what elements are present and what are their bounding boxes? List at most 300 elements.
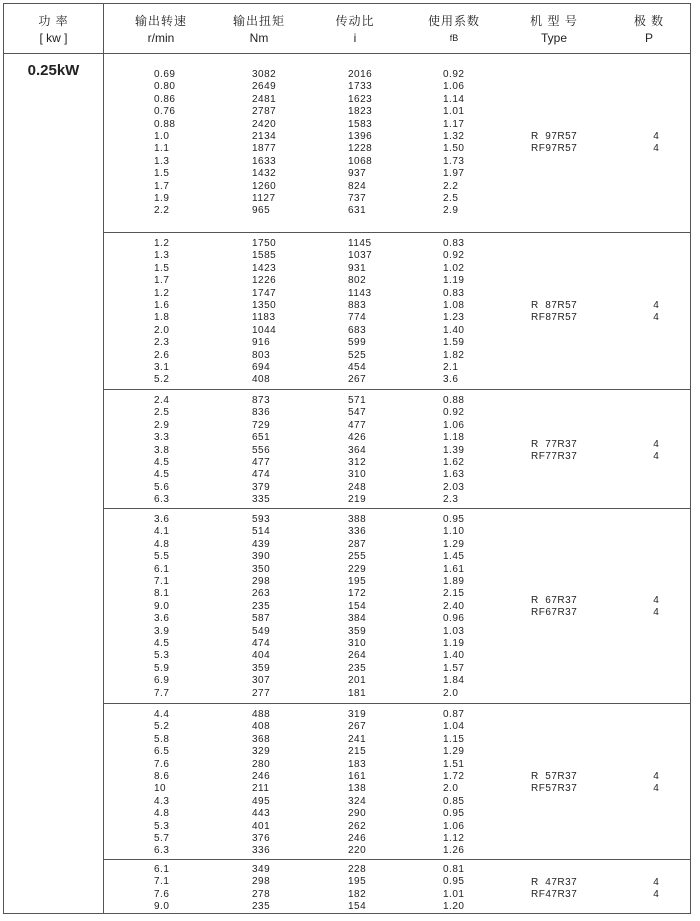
service-factor-cell: 1.57 (443, 662, 465, 674)
service-factor-cell: 0.95 (443, 514, 465, 525)
speed-cell: 4.8 (154, 538, 170, 550)
speed-cell: 8.1 (154, 588, 170, 600)
service-factor-cell: 0.95 (443, 876, 465, 888)
service-factor-cell: 1.20 (443, 901, 465, 913)
ratio-cell: 201 (348, 675, 367, 687)
gearmotor-group (104, 704, 690, 860)
ratio-cell: 172 (348, 588, 367, 600)
model-number: RF77R37 (531, 450, 578, 462)
ratio-cell: 246 (348, 833, 367, 844)
ratio-cell: 255 (348, 551, 367, 563)
poles-label (649, 771, 663, 795)
service-factor-cell: 1.82 (443, 349, 465, 361)
speed-cell: 2.6 (154, 349, 170, 361)
ratio-cell: 774 (348, 312, 367, 324)
service-factor-cell: 1.45 (443, 551, 465, 563)
torque-cell: 298 (252, 876, 271, 888)
service-factor-cell: 0.83 (443, 287, 465, 299)
service-factor-cell: 1.19 (443, 638, 465, 649)
speed-cell: 1.6 (154, 300, 170, 311)
service-factor-cell: 1.39 (443, 444, 465, 456)
header-ratio: 传动比 i (335, 14, 375, 45)
service-factor-cell: 2.9 (443, 205, 459, 217)
gearmotor-group (104, 55, 690, 233)
ratio-cell: 1228 (348, 143, 373, 155)
poles-label (649, 877, 663, 901)
service-factor-cell: 1.10 (443, 526, 465, 538)
torque-cell: 2649 (252, 81, 277, 93)
service-factor-cell: 1.01 (443, 106, 465, 118)
torque-cell: 836 (252, 407, 271, 419)
speed-cell: 4.5 (154, 457, 170, 468)
torque-cell: 1633 (252, 155, 277, 167)
torque-cell: 2420 (252, 118, 277, 130)
speed-cell: 2.0 (154, 324, 170, 336)
torque-cell: 379 (252, 481, 271, 493)
ratio-cell: 547 (348, 407, 367, 419)
poles-label (649, 595, 663, 619)
ratio-cell: 181 (348, 687, 367, 699)
ratio-cell: 454 (348, 362, 367, 373)
torque-cell: 349 (252, 864, 271, 875)
service-factor-cell: 2.5 (443, 193, 459, 204)
speed-cell: 5.5 (154, 551, 170, 563)
torque-cell: 474 (252, 638, 271, 649)
ratio-cell: 937 (348, 168, 367, 180)
speed-cell: 7.6 (154, 888, 170, 900)
service-factor-cell: 1.12 (443, 833, 465, 844)
torque-cell: 965 (252, 205, 271, 217)
model-number: RF47R37 (531, 888, 578, 900)
ratio-cell: 336 (348, 526, 367, 538)
pole-count: 4 (653, 131, 659, 143)
pole-count: 4 (653, 450, 659, 462)
speed-cell: 0.76 (154, 106, 176, 118)
torque-cell: 1585 (252, 250, 277, 262)
service-factor-cell: 1.84 (443, 675, 465, 687)
speed-cell: 5.3 (154, 820, 170, 832)
torque-cell: 1432 (252, 168, 277, 180)
speed-cell: 8.6 (154, 771, 170, 782)
header-torque: 输出扭矩 Nm (232, 14, 285, 45)
speed-cell: 6.1 (154, 563, 170, 575)
service-factor-cell: 1.29 (443, 746, 465, 758)
ratio-cell: 267 (348, 374, 367, 386)
speed-cell: 1.2 (154, 287, 170, 299)
torque-cell: 307 (252, 675, 271, 687)
header-service-factor: 使用系数 fB (427, 14, 480, 43)
ratio-cell: 737 (348, 193, 367, 204)
speed-cell: 4.3 (154, 795, 170, 807)
pole-count: 4 (653, 595, 659, 606)
torque-cell: 3082 (252, 69, 277, 80)
ratio-cell: 215 (348, 746, 367, 758)
header-poles: 极 数 P (633, 14, 665, 45)
poles-label (649, 131, 663, 155)
ratio-cell: 182 (348, 888, 367, 900)
ratio-cell: 683 (348, 324, 367, 336)
service-factor-cell: 0.92 (443, 407, 465, 419)
torque-cell: 1350 (252, 300, 277, 311)
service-factor-cell: 1.59 (443, 337, 465, 349)
pole-count: 4 (653, 771, 659, 783)
service-factor-cell: 2.15 (443, 588, 465, 600)
model-number: R 97R57 (531, 131, 578, 143)
service-factor-cell: 0.87 (443, 709, 465, 720)
speed-cell: 1.9 (154, 193, 170, 204)
speed-cell: 6.9 (154, 675, 170, 687)
torque-cell: 404 (252, 650, 271, 662)
torque-cell: 280 (252, 758, 271, 770)
service-factor-cell: 1.08 (443, 300, 465, 311)
ratio-cell: 359 (348, 625, 367, 637)
torque-cell: 350 (252, 563, 271, 575)
service-factor-cell: 1.40 (443, 324, 465, 336)
speed-cell: 1.7 (154, 180, 170, 192)
speed-cell: 6.5 (154, 746, 170, 758)
ratio-cell: 1823 (348, 106, 373, 118)
model-number: R 47R37 (531, 876, 578, 888)
model-number: RF57R37 (531, 783, 578, 795)
service-factor-cell: 1.14 (443, 93, 465, 105)
poles-label (649, 439, 663, 463)
ratio-cell: 426 (348, 432, 367, 444)
pole-count: 4 (653, 783, 659, 795)
torque-cell: 514 (252, 526, 271, 538)
service-factor-cell: 1.40 (443, 650, 465, 662)
torque-cell: 651 (252, 432, 271, 444)
speed-cell: 2.3 (154, 337, 170, 349)
speed-cell: 2.5 (154, 407, 170, 419)
torque-cell: 408 (252, 721, 271, 733)
torque-cell: 335 (252, 494, 271, 506)
ratio-cell: 310 (348, 638, 367, 649)
torque-cell: 1044 (252, 324, 277, 336)
ratio-cell: 1037 (348, 250, 373, 262)
model-number: RF97R57 (531, 143, 578, 155)
service-factor-cell: 1.03 (443, 625, 465, 637)
service-factor-cell: 1.29 (443, 538, 465, 550)
torque-cell: 1260 (252, 180, 277, 192)
torque-cell: 277 (252, 687, 271, 699)
torque-cell: 2134 (252, 131, 277, 142)
service-factor-cell: 1.15 (443, 733, 465, 745)
torque-cell: 401 (252, 820, 271, 832)
torque-cell: 263 (252, 588, 271, 600)
service-factor-cell: 2.2 (443, 180, 459, 192)
torque-cell: 1127 (252, 193, 276, 204)
gearmotor-group (104, 509, 690, 704)
ratio-cell: 287 (348, 538, 367, 550)
service-factor-cell: 1.23 (443, 312, 465, 324)
ratio-cell: 324 (348, 795, 367, 807)
ratio-cell: 571 (348, 395, 367, 406)
speed-cell: 0.88 (154, 118, 176, 130)
torque-cell: 211 (252, 783, 270, 795)
ratio-cell: 264 (348, 650, 367, 662)
ratio-cell: 219 (348, 494, 367, 506)
speed-cell: 2.9 (154, 419, 170, 431)
torque-cell: 916 (252, 337, 271, 349)
type-label (531, 877, 577, 901)
service-factor-cell: 2.0 (443, 783, 459, 795)
torque-cell: 477 (252, 457, 271, 468)
ratio-cell: 154 (348, 901, 367, 913)
service-factor-cell: 2.40 (443, 600, 465, 612)
torque-cell: 390 (252, 551, 271, 563)
pole-count: 4 (653, 607, 659, 618)
ratio-cell: 154 (348, 600, 367, 612)
speed-cell: 7.7 (154, 687, 170, 699)
speed-cell: 4.5 (154, 638, 170, 649)
torque-cell: 587 (252, 613, 271, 625)
speed-cell: 3.9 (154, 625, 170, 637)
speed-cell: 5.3 (154, 650, 170, 662)
torque-cell: 2787 (252, 106, 277, 118)
ratio-cell: 1623 (348, 93, 373, 105)
torque-cell: 439 (252, 538, 271, 550)
speed-cell: 5.2 (154, 721, 170, 733)
table-header (4, 4, 690, 54)
ratio-cell: 262 (348, 820, 367, 832)
ratio-cell: 310 (348, 469, 367, 481)
ratio-cell: 241 (348, 733, 367, 745)
service-factor-cell: 2.1 (443, 362, 459, 373)
header-power: 功 率 [ kw ] (38, 14, 69, 45)
service-factor-cell: 1.19 (443, 275, 465, 287)
speed-cell: 4.5 (154, 469, 170, 481)
torque-cell: 474 (252, 469, 271, 481)
speed-cell: 7.1 (154, 876, 170, 888)
type-label (531, 595, 577, 619)
service-factor-cell: 0.83 (443, 238, 465, 249)
torque-cell: 278 (252, 888, 271, 900)
speed-cell: 5.6 (154, 481, 170, 493)
speed-cell: 2.4 (154, 395, 170, 406)
pole-count: 4 (653, 876, 659, 888)
service-factor-cell: 1.89 (443, 576, 465, 587)
service-factor-cell: 1.17 (443, 118, 465, 130)
speed-cell: 6.3 (154, 494, 170, 506)
speed-cell: 7.1 (154, 576, 170, 587)
torque-cell: 376 (252, 833, 271, 844)
pole-count: 4 (653, 143, 659, 155)
type-label (531, 300, 577, 324)
speed-cell: 9.0 (154, 600, 170, 612)
speed-cell: 1.8 (154, 312, 170, 324)
speed-cell: 2.2 (154, 205, 170, 217)
ratio-cell: 1145 (348, 238, 372, 249)
service-factor-cell: 0.92 (443, 69, 465, 80)
service-factor-cell: 0.96 (443, 613, 465, 625)
ratio-cell: 138 (348, 783, 367, 795)
service-factor-cell: 1.06 (443, 419, 465, 431)
model-number: R 67R37 (531, 595, 578, 606)
torque-cell: 329 (252, 746, 271, 758)
ratio-cell: 802 (348, 275, 367, 287)
type-label (531, 439, 577, 463)
header-type: 机 型 号 Type (530, 14, 578, 45)
speed-cell: 1.5 (154, 168, 170, 180)
torque-cell: 694 (252, 362, 271, 373)
service-factor-cell: 1.62 (443, 457, 465, 468)
speed-cell: 3.8 (154, 444, 170, 456)
speed-cell: 1.1 (154, 143, 170, 155)
speed-cell: 1.2 (154, 238, 170, 249)
ratio-cell: 824 (348, 180, 367, 192)
ratio-cell: 2016 (348, 69, 373, 80)
torque-cell: 488 (252, 709, 271, 720)
ratio-cell: 631 (348, 205, 367, 217)
service-factor-cell: 1.97 (443, 168, 465, 180)
speed-cell: 9.0 (154, 901, 170, 913)
speed-cell: 0.69 (154, 69, 176, 80)
torque-cell: 729 (252, 419, 271, 431)
ratio-cell: 384 (348, 613, 367, 625)
speed-cell: 1.7 (154, 275, 170, 287)
service-factor-cell: 1.18 (443, 432, 465, 444)
ratio-cell: 312 (348, 457, 367, 468)
service-factor-cell: 3.6 (443, 374, 459, 386)
ratio-cell: 364 (348, 444, 367, 456)
model-number: R 57R37 (531, 771, 578, 783)
torque-cell: 2481 (252, 93, 277, 105)
service-factor-cell: 1.51 (443, 758, 465, 770)
torque-cell: 1423 (252, 262, 277, 274)
torque-cell: 298 (252, 576, 271, 587)
service-factor-cell: 0.95 (443, 808, 465, 820)
torque-cell: 556 (252, 444, 271, 456)
speed-cell: 4.8 (154, 808, 170, 820)
ratio-cell: 388 (348, 514, 367, 525)
model-number: R 77R37 (531, 438, 578, 450)
torque-cell: 1747 (252, 287, 277, 299)
ratio-cell: 1143 (348, 287, 372, 299)
ratio-cell: 599 (348, 337, 367, 349)
speed-cell: 1.0 (154, 131, 170, 142)
service-factor-cell: 1.50 (443, 143, 465, 155)
ratio-cell: 183 (348, 758, 367, 770)
speed-cell: 1.3 (154, 250, 170, 262)
model-number: RF87R57 (531, 312, 578, 324)
poles-label (649, 300, 663, 324)
ratio-cell: 267 (348, 721, 367, 733)
service-factor-cell: 2.3 (443, 494, 459, 506)
service-factor-cell: 0.88 (443, 395, 465, 406)
ratio-cell: 228 (348, 864, 367, 875)
torque-cell: 368 (252, 733, 271, 745)
gearmotor-table (3, 3, 691, 914)
service-factor-cell: 0.92 (443, 250, 465, 262)
service-factor-cell: 1.06 (443, 820, 465, 832)
service-factor-cell: 0.81 (443, 864, 465, 875)
speed-cell: 6.3 (154, 845, 170, 857)
speed-cell: 3.1 (154, 362, 170, 373)
service-factor-cell: 1.73 (443, 155, 465, 167)
torque-cell: 1750 (252, 238, 277, 249)
torque-cell: 593 (252, 514, 271, 525)
torque-cell: 803 (252, 349, 271, 361)
service-factor-cell: 1.63 (443, 469, 465, 481)
torque-cell: 235 (252, 901, 271, 913)
ratio-cell: 248 (348, 481, 367, 493)
speed-cell: 5.9 (154, 662, 170, 674)
ratio-cell: 477 (348, 419, 367, 431)
ratio-cell: 195 (348, 576, 367, 587)
pole-count: 4 (653, 438, 659, 450)
service-factor-cell: 1.01 (443, 888, 465, 900)
pole-count: 4 (653, 300, 659, 312)
ratio-cell: 161 (348, 771, 367, 782)
speed-cell: 3.6 (154, 514, 170, 525)
model-number: R 87R57 (531, 300, 578, 312)
ratio-cell: 195 (348, 876, 367, 888)
service-factor-cell: 1.61 (443, 563, 465, 575)
torque-cell: 246 (252, 771, 271, 782)
speed-cell: 0.86 (154, 93, 176, 105)
torque-cell: 1183 (252, 312, 276, 324)
ratio-cell: 883 (348, 300, 367, 311)
speed-cell: 5.2 (154, 374, 170, 386)
gearmotor-group (104, 390, 690, 509)
type-label (531, 131, 577, 155)
service-factor-cell: 1.02 (443, 262, 465, 274)
ratio-cell: 229 (348, 563, 367, 575)
ratio-cell: 319 (348, 709, 367, 720)
pole-count: 4 (653, 888, 659, 900)
gearmotor-group (104, 860, 690, 913)
speed-cell: 4.1 (154, 526, 170, 538)
torque-cell: 359 (252, 662, 271, 674)
service-factor-cell: 2.03 (443, 481, 465, 493)
speed-cell: 3.6 (154, 613, 170, 625)
torque-cell: 1877 (252, 143, 277, 155)
speed-cell: 10 (154, 783, 167, 795)
header-speed: 输出转速 r/min (134, 14, 187, 45)
ratio-cell: 1396 (348, 131, 373, 142)
ratio-cell: 931 (348, 262, 367, 274)
speed-cell: 0.80 (154, 81, 176, 93)
ratio-cell: 1068 (348, 155, 373, 167)
ratio-cell: 290 (348, 808, 367, 820)
service-factor-cell: 1.72 (443, 771, 465, 782)
service-factor-cell: 1.04 (443, 721, 465, 733)
gearmotor-group (104, 233, 690, 390)
torque-cell: 549 (252, 625, 271, 637)
torque-cell: 443 (252, 808, 271, 820)
speed-cell: 5.8 (154, 733, 170, 745)
ratio-cell: 235 (348, 662, 367, 674)
speed-cell: 7.6 (154, 758, 170, 770)
service-factor-cell: 2.0 (443, 687, 459, 699)
torque-cell: 873 (252, 395, 271, 406)
torque-cell: 408 (252, 374, 271, 386)
ratio-cell: 525 (348, 349, 367, 361)
power-value: 0.25kW (27, 62, 80, 79)
torque-cell: 1226 (252, 275, 277, 287)
service-factor-cell: 1.26 (443, 845, 465, 857)
model-number: RF67R37 (531, 607, 578, 618)
speed-cell: 5.7 (154, 833, 170, 844)
service-factor-cell: 1.06 (443, 81, 465, 93)
service-factor-cell: 1.32 (443, 131, 465, 142)
torque-cell: 235 (252, 600, 271, 612)
torque-cell: 336 (252, 845, 271, 857)
ratio-cell: 220 (348, 845, 367, 857)
pole-count: 4 (653, 312, 659, 324)
ratio-cell: 1583 (348, 118, 373, 130)
speed-cell: 3.3 (154, 432, 170, 444)
